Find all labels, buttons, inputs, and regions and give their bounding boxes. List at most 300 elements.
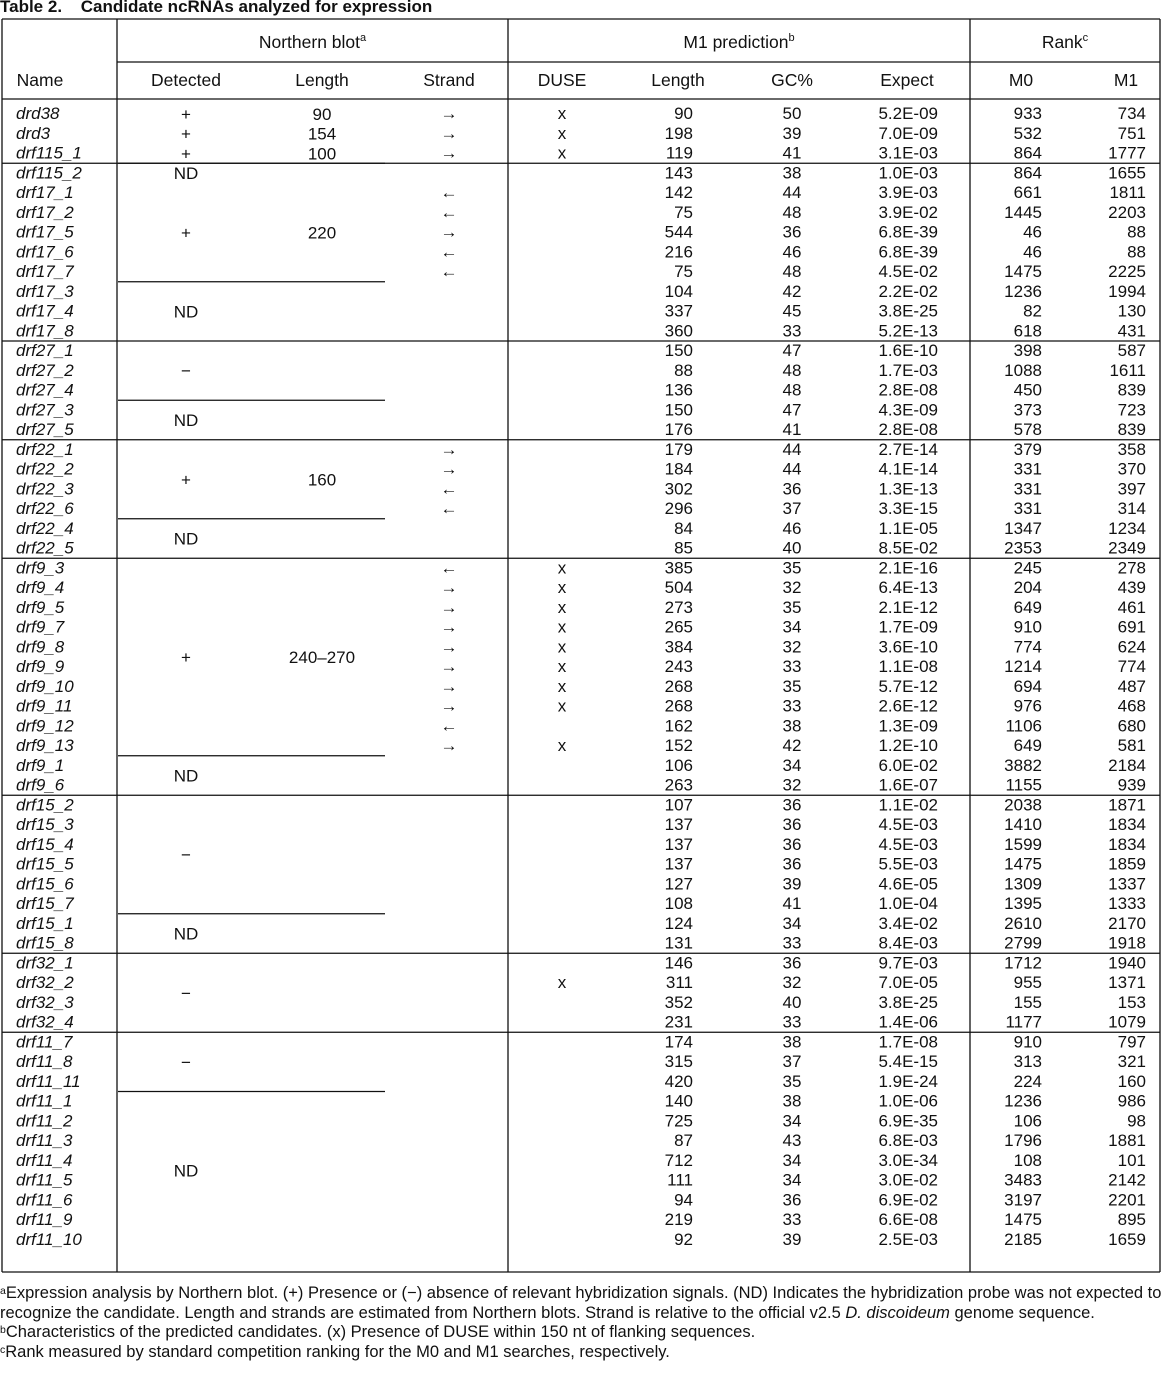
northern-detected: + — [181, 144, 191, 164]
northern-detected: + — [181, 124, 191, 144]
rank-m1-value: 839 — [1117, 420, 1146, 439]
m1-length-value: 337 — [664, 301, 693, 321]
m1-length-value: 124 — [664, 913, 693, 933]
gc-value: 34 — [782, 617, 802, 637]
northern-detected: ND — [173, 411, 199, 430]
row-name: drf27_3 — [16, 400, 74, 420]
expect-value: 3.0E-34 — [878, 1150, 938, 1170]
rank-m0-value: 933 — [1013, 104, 1042, 123]
rank-m1-value: 587 — [1117, 341, 1146, 360]
strand-forward-icon: → — [440, 459, 458, 479]
row-name: drf115_2 — [16, 163, 82, 183]
rank-m1-value: 2170 — [1108, 913, 1146, 933]
duse-mark: x — [557, 696, 567, 716]
rank-m0-value: 1475 — [1004, 1210, 1042, 1229]
header-northern-length: Length — [295, 70, 349, 90]
row-name: drf22_6 — [16, 499, 74, 518]
gc-value: 41 — [782, 420, 802, 439]
expect-value: 1.7E-09 — [878, 617, 938, 637]
m1-length-value: 184 — [664, 459, 693, 479]
m1-length-value: 243 — [664, 657, 693, 676]
rank-m1-value: 1940 — [1108, 953, 1146, 973]
header-strand: Strand — [423, 70, 475, 90]
strand-forward-icon: → — [440, 736, 458, 755]
expect-value: 8.4E-03 — [878, 933, 938, 953]
expect-value: 6.6E-08 — [878, 1210, 938, 1229]
rank-m1-value: 1655 — [1108, 163, 1146, 183]
expect-value: 6.9E-35 — [878, 1111, 938, 1131]
gc-value: 36 — [782, 1190, 802, 1210]
strand-reverse-icon: ← — [440, 558, 458, 578]
rank-m1-value: 98 — [1127, 1111, 1146, 1131]
expect-value: 1.4E-06 — [878, 1012, 938, 1032]
rank-m0-value: 910 — [1013, 617, 1042, 637]
strand-forward-icon: → — [440, 222, 458, 242]
rank-m1-value: 1834 — [1108, 834, 1146, 854]
m1-length-value: 544 — [664, 222, 693, 242]
m1-length-value: 174 — [664, 1032, 693, 1052]
species-name: D. discoideum — [845, 1303, 950, 1322]
row-name: drf27_1 — [16, 341, 74, 360]
rank-m1-value: 581 — [1117, 736, 1146, 755]
row-name: drf22_2 — [16, 459, 74, 479]
gc-value: 36 — [782, 834, 802, 854]
expect-value: 6.4E-13 — [878, 578, 938, 597]
rank-m0-value: 331 — [1013, 479, 1042, 499]
row-name: drf9_3 — [16, 558, 65, 578]
duse-mark: x — [557, 657, 567, 676]
rank-m0-value: 450 — [1013, 380, 1042, 400]
expect-value: 4.3E-09 — [878, 400, 938, 420]
rank-m0-value: 398 — [1013, 341, 1042, 360]
rank-m1-value: 88 — [1127, 242, 1146, 262]
rank-m0-value: 46 — [1023, 222, 1042, 242]
gc-value: 36 — [782, 953, 802, 973]
strand-reverse-icon: ← — [440, 479, 458, 499]
m1-length-value: 146 — [664, 953, 693, 973]
strand-forward-icon: → — [440, 696, 458, 716]
rank-m1-value: 1811 — [1109, 183, 1146, 202]
gc-value: 48 — [782, 262, 802, 281]
expect-value: 4.5E-03 — [878, 834, 938, 854]
row-name: drf11_2 — [16, 1111, 73, 1131]
rank-m0-value: 1347 — [1004, 518, 1042, 538]
rank-m1-value: 2349 — [1108, 538, 1146, 558]
footnote-a: $^a$Expression analysis by Northern blot. (+) Presence or (−) absence of relevant hybridization signals. (ND) Indicates the hybridization probe was not expected to recognize the candidate. Length and strands are estimated from Northern blots. Strand is relative to the official v2.5 D. discoideum genome sequence. — [0, 1284, 1162, 1322]
rank-m1-value: 370 — [1117, 459, 1146, 479]
row-name: drf9_4 — [16, 578, 65, 597]
rank-m1-value: 1777 — [1108, 143, 1146, 163]
row-name: drf11_1 — [16, 1091, 73, 1111]
northern-detected: ND — [173, 766, 199, 786]
gc-value: 33 — [782, 321, 802, 341]
rank-m1-value: 1918 — [1108, 933, 1146, 953]
rank-m0-value: 1155 — [1005, 775, 1042, 795]
m1-length-value: 384 — [664, 637, 693, 657]
rank-m0-value: 1445 — [1004, 202, 1042, 222]
expect-value: 6.8E-03 — [878, 1131, 938, 1150]
expect-value: 1.0E-06 — [878, 1091, 938, 1111]
m1-length-value: 131 — [664, 933, 693, 953]
expect-value: 2.8E-08 — [878, 380, 938, 400]
expect-value: 5.5E-03 — [878, 854, 938, 874]
m1-length-value: 108 — [664, 894, 693, 913]
header-northern-blot: Northern blot$^a$ — [258, 32, 367, 52]
expect-value: 2.2E-02 — [878, 281, 938, 301]
rank-m0-value: 1410 — [1004, 815, 1042, 834]
rank-m0-value: 578 — [1013, 420, 1042, 439]
northern-length: 160 — [307, 470, 337, 490]
expect-value: 3.8E-25 — [878, 992, 938, 1012]
m1-length-value: 725 — [664, 1111, 693, 1131]
m1-length-value: 104 — [664, 281, 693, 301]
rank-m0-value: 106 — [1013, 1111, 1042, 1131]
rank-m0-value: 2610 — [1004, 913, 1042, 933]
rank-m0-value: 82 — [1023, 301, 1042, 321]
gc-value: 37 — [782, 1052, 802, 1071]
rank-m1-value: 358 — [1117, 439, 1146, 459]
rank-m0-value: 1106 — [1005, 716, 1042, 736]
row-name: drf15_4 — [16, 834, 74, 854]
expect-value: 2.7E-14 — [878, 439, 938, 459]
expect-value: 6.8E-39 — [878, 242, 938, 262]
row-name: drf11_3 — [16, 1131, 73, 1150]
gc-value: 47 — [782, 400, 802, 420]
strand-reverse-icon: ← — [440, 242, 458, 262]
gc-value: 38 — [782, 163, 802, 183]
table-label: Table 2. — [0, 0, 63, 16]
m1-length-value: 198 — [664, 123, 693, 143]
row-name: drf11_10 — [16, 1229, 82, 1249]
gc-value: 38 — [782, 1032, 802, 1052]
expect-value: 6.0E-02 — [878, 755, 938, 775]
m1-length-value: 385 — [664, 558, 693, 578]
gc-value: 47 — [782, 341, 802, 360]
strand-reverse-icon: ← — [440, 202, 458, 222]
northern-length: 240–270 — [288, 648, 356, 667]
gc-value: 39 — [782, 123, 802, 143]
gc-value: 33 — [782, 933, 802, 953]
rank-m0-value: 864 — [1013, 143, 1042, 163]
gc-value: 35 — [782, 1071, 802, 1091]
gc-value: 35 — [782, 558, 802, 578]
gc-value: 32 — [782, 775, 802, 795]
header-duse: DUSE — [537, 70, 587, 90]
northern-detected: − — [181, 361, 191, 381]
m1-length-value: 94 — [674, 1190, 693, 1210]
strand-reverse-icon: ← — [440, 262, 458, 281]
gc-value: 34 — [782, 1111, 802, 1131]
expect-value: 9.7E-03 — [878, 953, 938, 973]
rank-m1-value: 1079 — [1108, 1012, 1146, 1032]
rank-m1-value: 2184 — [1108, 755, 1146, 775]
m1-length-value: 140 — [664, 1091, 693, 1111]
rank-m0-value: 245 — [1013, 558, 1042, 578]
gc-value: 40 — [782, 538, 802, 558]
rank-m0-value: 1236 — [1004, 1091, 1042, 1111]
expect-value: 4.5E-03 — [878, 815, 938, 834]
row-name: drf9_10 — [16, 676, 74, 696]
m1-length-value: 216 — [664, 242, 693, 262]
duse-mark: x — [557, 123, 567, 143]
row-name: drf17_3 — [16, 281, 74, 301]
row-name: drf17_4 — [16, 301, 74, 321]
rank-m1-value: 130 — [1117, 301, 1146, 321]
rank-m0-value: 155 — [1013, 992, 1042, 1012]
row-name: drf22_5 — [16, 538, 74, 558]
gc-value: 43 — [782, 1131, 802, 1150]
rank-m0-value: 331 — [1013, 459, 1042, 479]
gc-value: 48 — [782, 380, 802, 400]
header-rank-m1: M1 — [1113, 70, 1139, 90]
expect-value: 2.1E-16 — [878, 558, 938, 578]
rank-m1-value: 1333 — [1108, 894, 1146, 913]
rank-m0-value: 1796 — [1004, 1131, 1042, 1150]
row-name: drf17_5 — [16, 222, 74, 242]
rank-m1-value: 278 — [1117, 558, 1146, 578]
strand-forward-icon: → — [440, 439, 458, 459]
gc-value: 36 — [782, 479, 802, 499]
rank-m0-value: 1214 — [1004, 657, 1042, 676]
m1-length-value: 179 — [664, 439, 693, 459]
rank-m1-value: 1234 — [1108, 518, 1146, 538]
expect-value: 1.1E-08 — [878, 657, 938, 676]
row-name: drf9_12 — [16, 716, 74, 736]
duse-mark: x — [557, 676, 567, 696]
northern-length: 220 — [307, 223, 337, 243]
header-gc: GC% — [771, 70, 813, 90]
header-m1-length: Length — [651, 70, 705, 90]
m1-length-value: 268 — [664, 696, 693, 716]
row-name: drf9_6 — [16, 775, 65, 795]
m1-length-value: 87 — [674, 1131, 693, 1150]
gc-value: 34 — [782, 755, 802, 775]
m1-length-value: 88 — [674, 360, 693, 380]
row-name: drf32_1 — [16, 953, 74, 973]
rank-m0-value: 774 — [1013, 637, 1042, 657]
rank-m0-value: 1088 — [1004, 360, 1042, 380]
rank-m1-value: 1834 — [1108, 815, 1146, 834]
table-title: Candidate ncRNAs analyzed for expression — [80, 0, 433, 16]
expect-value: 2.5E-03 — [878, 1229, 938, 1249]
expect-value: 3.8E-25 — [878, 301, 938, 321]
row-name: drf17_8 — [16, 321, 74, 341]
gc-value: 36 — [782, 222, 802, 242]
rank-m0-value: 1309 — [1004, 874, 1042, 894]
rank-m1-value: 468 — [1117, 696, 1146, 716]
row-name: drf17_1 — [16, 183, 74, 202]
rank-m1-value: 751 — [1117, 123, 1146, 143]
rank-m1-value: 1371 — [1108, 973, 1146, 992]
gc-value: 34 — [782, 1170, 802, 1190]
footnote-c: $^c$Rank measured by standard competition ranking for the M0 and M1 searches, respectively. — [0, 1342, 670, 1361]
rank-m1-value: 723 — [1117, 400, 1146, 420]
m1-length-value: 296 — [664, 499, 693, 518]
m1-length-value: 420 — [664, 1071, 693, 1091]
rank-m0-value: 910 — [1013, 1032, 1042, 1052]
m1-length-value: 152 — [664, 736, 693, 755]
row-name: drf17_7 — [16, 262, 74, 281]
gc-value: 39 — [782, 1229, 802, 1249]
gc-value: 38 — [782, 1091, 802, 1111]
strand-forward-icon: → — [440, 578, 458, 597]
row-name: drd3 — [16, 123, 51, 143]
m1-length-value: 142 — [664, 183, 693, 202]
row-name: drf27_2 — [16, 360, 74, 380]
rank-m1-value: 160 — [1117, 1071, 1146, 1091]
expect-value: 5.4E-15 — [878, 1052, 938, 1071]
rank-m0-value: 661 — [1013, 183, 1042, 202]
rank-m0-value: 976 — [1013, 696, 1042, 716]
rank-m0-value: 532 — [1013, 123, 1042, 143]
gc-value: 50 — [782, 104, 802, 123]
row-name: drd38 — [16, 104, 60, 123]
gc-value: 33 — [782, 1210, 802, 1229]
expect-value: 1.3E-13 — [878, 479, 938, 499]
expect-value: 1.6E-10 — [878, 341, 938, 360]
row-name: drf15_7 — [16, 894, 74, 913]
m1-length-value: 85 — [674, 538, 693, 558]
rank-m1-value: 1871 — [1108, 795, 1146, 815]
rank-m1-value: 939 — [1117, 775, 1146, 795]
m1-length-value: 302 — [664, 479, 693, 499]
m1-length-value: 137 — [664, 815, 693, 834]
m1-length-value: 231 — [664, 1012, 693, 1032]
rank-m1-value: 2225 — [1108, 262, 1146, 281]
row-name: drf11_7 — [16, 1032, 73, 1052]
rank-m1-value: 1337 — [1108, 874, 1146, 894]
gc-value: 40 — [782, 992, 802, 1012]
rank-m0-value: 649 — [1013, 597, 1042, 617]
rank-m1-value: 734 — [1117, 104, 1146, 123]
northern-detected: − — [181, 1052, 191, 1072]
rank-m1-value: 314 — [1117, 499, 1146, 518]
expect-value: 2.6E-12 — [878, 696, 938, 716]
duse-mark: x — [557, 637, 567, 657]
rank-m0-value: 864 — [1013, 163, 1042, 183]
row-name: drf11_9 — [16, 1210, 73, 1229]
rank-m0-value: 2185 — [1004, 1229, 1042, 1249]
row-name: drf15_6 — [16, 874, 74, 894]
header-name: Name — [16, 70, 64, 90]
expect-value: 5.7E-12 — [878, 676, 938, 696]
gc-value: 44 — [782, 459, 802, 479]
northern-length: 100 — [307, 144, 337, 164]
strand-forward-icon: → — [440, 123, 458, 143]
row-name: drf27_4 — [16, 380, 74, 400]
gc-value: 33 — [782, 696, 802, 716]
rank-m0-value: 108 — [1013, 1150, 1042, 1170]
duse-mark: x — [557, 558, 567, 578]
row-name: drf32_2 — [16, 973, 74, 992]
m1-length-value: 107 — [664, 795, 693, 815]
strand-reverse-icon: ← — [440, 183, 458, 202]
row-name: drf17_6 — [16, 242, 74, 262]
header-rank: Rank$^c$ — [1041, 32, 1089, 52]
expect-value: 1.9E-24 — [878, 1071, 938, 1091]
row-name: drf9_7 — [16, 617, 65, 637]
northern-detected: − — [181, 845, 191, 865]
duse-mark: x — [557, 736, 567, 755]
gc-value: 36 — [782, 815, 802, 834]
gc-value: 41 — [782, 894, 802, 913]
gc-value: 37 — [782, 499, 802, 518]
row-name: drf15_3 — [16, 815, 74, 834]
row-name: drf32_4 — [16, 1012, 74, 1032]
row-name: drf9_8 — [16, 637, 65, 657]
m1-length-value: 90 — [674, 104, 693, 123]
northern-detected: ND — [173, 924, 199, 944]
rank-m1-value: 321 — [1117, 1052, 1146, 1071]
m1-length-value: 311 — [665, 973, 693, 992]
expect-value: 1.7E-08 — [878, 1032, 938, 1052]
strand-forward-icon: → — [440, 676, 458, 696]
rank-m1-value: 680 — [1117, 716, 1146, 736]
header-rank-m0: M0 — [1008, 70, 1034, 90]
m1-length-value: 219 — [664, 1210, 693, 1229]
expect-value: 7.0E-05 — [878, 973, 938, 992]
expect-value: 2.8E-08 — [878, 420, 938, 439]
rank-m1-value: 895 — [1117, 1210, 1146, 1229]
duse-mark: x — [557, 597, 567, 617]
gc-value: 33 — [782, 1012, 802, 1032]
m1-length-value: 150 — [664, 400, 693, 420]
row-name: drf11_8 — [16, 1052, 73, 1071]
expect-value: 6.8E-39 — [878, 222, 938, 242]
rank-m1-value: 1659 — [1108, 1229, 1146, 1249]
strand-forward-icon: → — [440, 597, 458, 617]
row-name: drf15_5 — [16, 854, 74, 874]
expect-value: 1.1E-05 — [878, 518, 938, 538]
gc-value: 34 — [782, 913, 802, 933]
rank-m0-value: 3197 — [1004, 1190, 1042, 1210]
rank-m0-value: 955 — [1013, 973, 1042, 992]
row-name: drf11_6 — [16, 1190, 73, 1210]
row-name: drf15_2 — [16, 795, 74, 815]
expect-value: 1.0E-04 — [878, 894, 938, 913]
northern-detected: ND — [173, 164, 199, 184]
strand-reverse-icon: ← — [440, 716, 458, 736]
duse-mark: x — [557, 617, 567, 637]
header-m1-prediction: M1 prediction$^b$ — [683, 32, 795, 52]
expect-value: 3.1E-03 — [878, 143, 938, 163]
rank-m0-value: 1475 — [1004, 262, 1042, 281]
expect-value: 3.3E-15 — [878, 499, 938, 518]
m1-length-value: 273 — [664, 597, 693, 617]
m1-length-value: 150 — [664, 341, 693, 360]
m1-length-value: 360 — [664, 321, 693, 341]
table-footnotes — [0, 1284, 1162, 1362]
m1-length-value: 75 — [674, 202, 693, 222]
strand-forward-icon: → — [440, 637, 458, 657]
row-name: drf9_11 — [16, 696, 73, 716]
m1-length-value: 315 — [664, 1052, 693, 1071]
rank-m1-value: 461 — [1117, 597, 1146, 617]
rank-m1-value: 153 — [1117, 992, 1146, 1012]
row-name: drf9_13 — [16, 736, 74, 755]
rank-m0-value: 694 — [1013, 676, 1042, 696]
rank-m1-value: 839 — [1117, 380, 1146, 400]
rank-m1-value: 1881 — [1108, 1131, 1146, 1150]
duse-mark: x — [557, 104, 567, 123]
gc-value: 35 — [782, 676, 802, 696]
expect-value: 3.0E-02 — [878, 1170, 938, 1190]
gc-value: 36 — [782, 854, 802, 874]
expect-value: 5.2E-13 — [878, 321, 938, 341]
row-name: drf9_1 — [16, 755, 65, 775]
gc-value: 38 — [782, 716, 802, 736]
rank-m0-value: 373 — [1013, 400, 1042, 420]
